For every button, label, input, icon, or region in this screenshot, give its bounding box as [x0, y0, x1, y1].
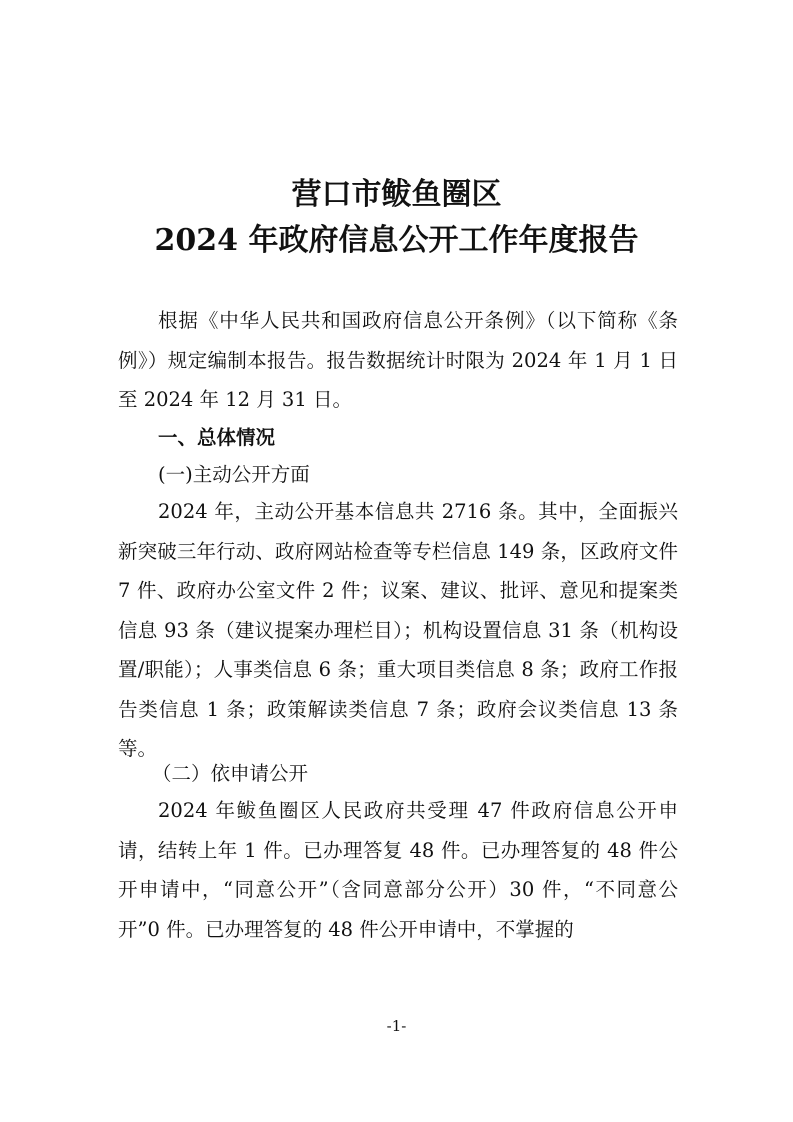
report-title-line-1: 营口市鲅鱼圈区 — [291, 177, 502, 212]
section-heading-overview: 一、总体情况 — [158, 426, 276, 449]
active-disclosure-paragraph: 2024 年，主动公开基本信息共 2716 条。其中，全面振兴新突破三年行动、政府网站检查等专栏信息 149 条，区政府文件 7 件、政府办公室文件 2 件；议案、建议、批评、意见和提案类信息 93 条（建议提案办理栏目）；机构设置信息 31 条（机构设置/职能）；人事类信息 6 条；重大项目类信息 8 条；政府工作报告类信息 1 条；政策解读类信息 7 条；政府会议类信息 13 条等。 — [118, 500, 678, 760]
subsection-heading-request-disclosure: （二）依申请公开 — [152, 762, 309, 785]
request-disclosure-paragraph: 2024 年鲅鱼圈区人民政府共受理 47 件政府信息公开申请，结转上年 1 件。已办理答复 48 件。已办理答复的 48 件公开申请中，“同意公开”（含同意部分公开）30 件，“不同意公开”0 件。已办理答复的 48 件公开申请中，不掌握的 — [118, 799, 678, 941]
report-title-line-2: 2024 年政府信息公开工作年度报告 — [154, 223, 639, 258]
page-number: -1- — [386, 1017, 407, 1035]
intro-paragraph: 根据《中华人民共和国政府信息公开条例》（以下简称《条例》）规定编制本报告。报告数据统计时限为 2024 年 1 月 1 日至 2024 年 12 月 31 日。 — [118, 309, 678, 411]
subsection-heading-active-disclosure: (一)主动公开方面 — [158, 463, 310, 486]
